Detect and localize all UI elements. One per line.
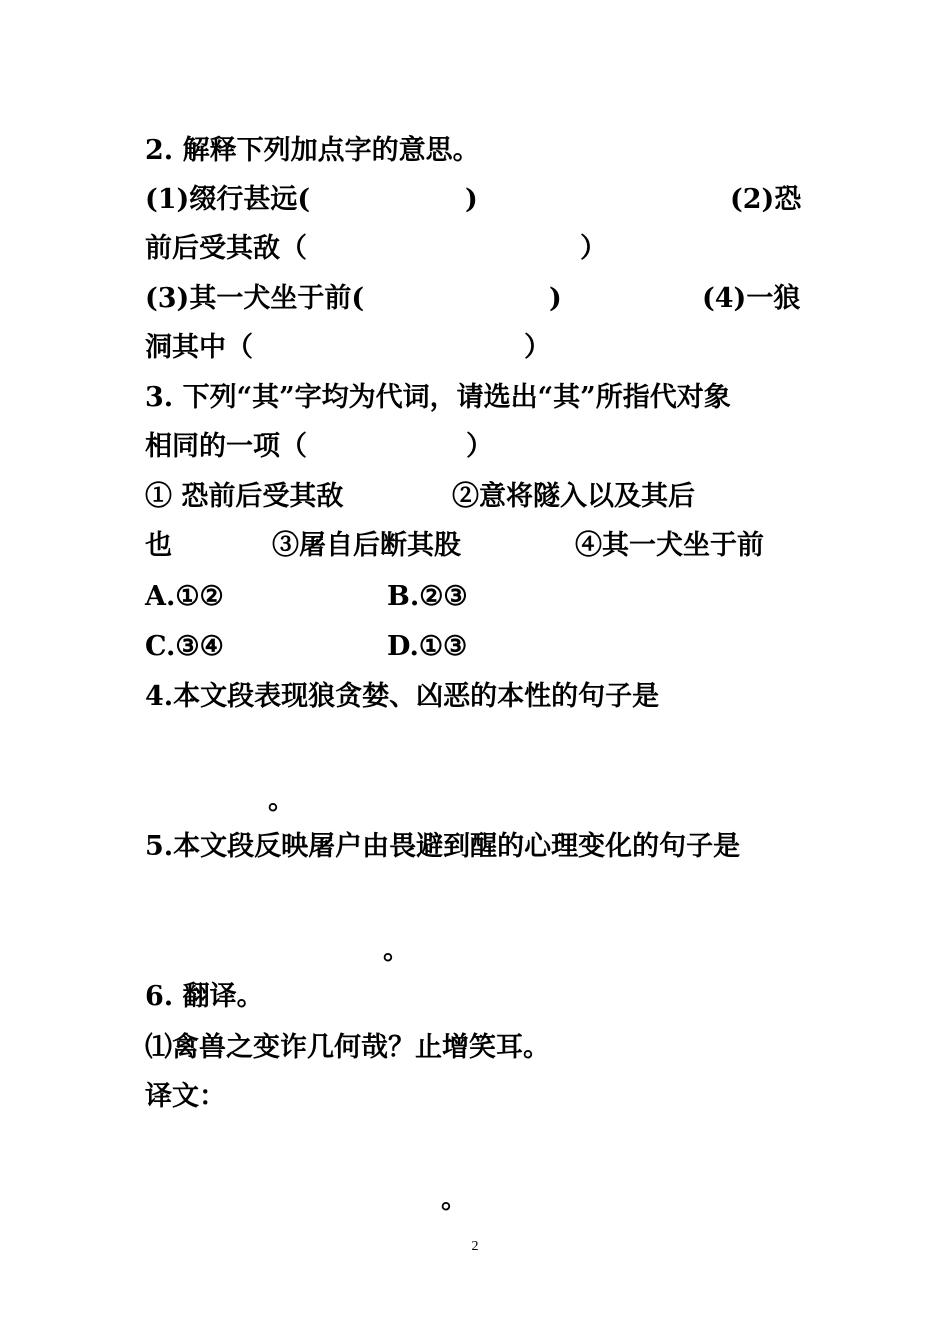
q3-option-2-cont: 也 xyxy=(145,530,172,561)
q4-title: 4.本文段表现狼贪婪、凶恶的本性的句子是 xyxy=(145,681,660,712)
q3-choice-d: D.①③ xyxy=(387,631,468,662)
q2-item2-start: (2)恐 xyxy=(730,184,802,215)
q2-item4-close: ） xyxy=(524,332,551,363)
q3-title-close: ） xyxy=(466,431,493,462)
q3-option-1: ① 恐前后受其敌 xyxy=(145,481,344,512)
q3-choice-c: C.③④ xyxy=(145,631,224,662)
q2-item2-cont: 前后受其敌（ xyxy=(145,233,307,264)
q2-title: 2. 解释下列加点字的意思。 xyxy=(145,135,480,166)
q3-title: 3. 下列“其”字均为代词，请选出“其”所指代对象 xyxy=(145,382,731,413)
q3-choice-b: B.②③ xyxy=(387,581,468,612)
q6-answer-end: 。 xyxy=(441,1184,468,1215)
q2-item3-close: ) xyxy=(549,283,562,314)
q2-item4-cont: 洞其中（ xyxy=(145,332,253,363)
q3-option-2: ②意将隧入以及其后 xyxy=(452,481,695,512)
q2-item2-close: ） xyxy=(580,233,607,264)
q2-item1: (1)缀行甚远( xyxy=(145,184,311,215)
q6-title: 6. 翻译。 xyxy=(145,981,264,1012)
q4-answer-end: 。 xyxy=(268,785,295,816)
q6-sentence-1: ⑴禽兽之变诈几何哉？止增笑耳。 xyxy=(145,1032,550,1063)
q3-option-4: ④其一犬坐于前 xyxy=(575,530,764,561)
q2-item3: (3)其一犬坐于前( xyxy=(145,283,365,314)
page-number: 2 xyxy=(471,1239,479,1254)
q2-item4-start: (4)一狼 xyxy=(702,283,801,314)
q6-translation-label: 译文： xyxy=(145,1081,226,1112)
q3-choice-a: A.①② xyxy=(145,581,224,612)
q5-title: 5.本文段反映屠户由畏避到醒的心理变化的句子是 xyxy=(145,831,741,862)
q3-title-cont: 相同的一项（ xyxy=(145,431,307,462)
q3-option-3: ③屠自后断其股 xyxy=(272,530,461,561)
q5-answer-end: 。 xyxy=(383,935,410,966)
q2-item1-close: ) xyxy=(465,184,478,215)
